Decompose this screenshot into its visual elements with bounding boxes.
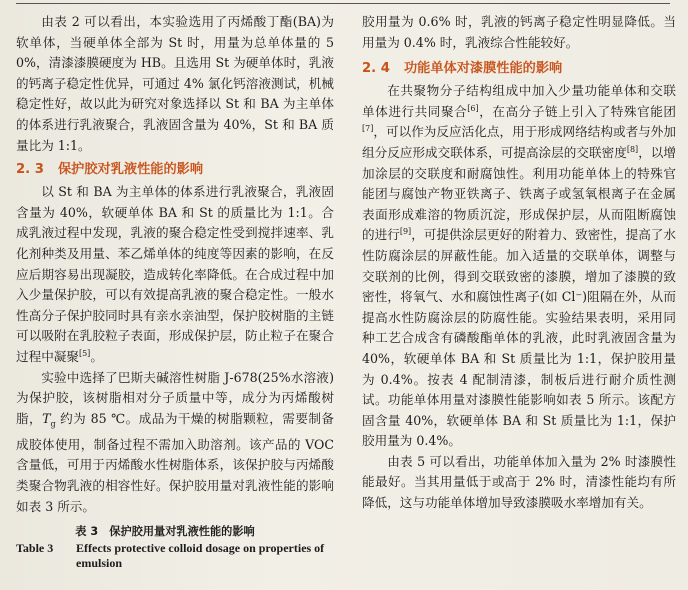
paragraph-2-4 bbox=[362, 81, 676, 452]
table3-caption-en bbox=[16, 541, 334, 571]
citation-ref: [7] bbox=[362, 124, 374, 134]
citation-ref: [5] bbox=[78, 348, 91, 358]
section-title: 保护胶对乳液性能的影响 bbox=[57, 162, 204, 178]
paragraph-text: ，可提供涂层更好的附着力、致密性，提高了水性防腐涂层的屏蔽性能。加入适量的交联单体，调整与交联剂的比例，得到交联致密的漆膜，增加了漆膜的致密性，将氧气、水和腐蚀性离子(如 Cl⁻)阻隔在外，从而提高水性防腐涂层的防腐性能。实验结果表明，采用同种工艺合成含有磷酸酯单体的乳液，此时乳液固含量为 40%，软硬单体 BA 和 St 质量比为 1:1，保护胶用量为 0.4%。按表 4 配制清漆，制板后进行耐介质性测试。功能单体用量对漆膜性能影响如表 5 所示。该配方固含量 40%，软硬单体 BA 和 St 质量比为 1:1，保护胶用量为 0.4%。 bbox=[362, 227, 677, 449]
table3-title-en: Effects protective colloid dosage on properties of emulsion bbox=[76, 541, 325, 571]
paragraph-intro: 由表 2 可以看出，本实验选用了丙烯酸丁酯(BA)为软单体，当硬单体全部为 St 时，用量为总单体量的 50%，清漆漆膜硬度为 HB。且选用 St 为硬单体时，乳液的钙离子稳定性优异，可通过 4% 氯化钙溶液测试，机械稳定性好，故以此为研究对象选择以 St 和 BA 为主单体的体系进行乳液聚合，乳液固含量为 40%，St 和 BA 质量比为 1:1。 bbox=[16, 14, 334, 153]
paragraph-2-3-b bbox=[16, 368, 334, 518]
citation-ref: [6] bbox=[467, 103, 479, 113]
paragraph-text: 约为 85 ℃。成品为干燥的树脂颗粒，需要制备成胶体使用，制备过程不需加入助溶剂。该产品的 VOC 含量低，可用于丙烯酸水性树脂体系，该保护胶与丙烯酸类聚合物乳液的相容性好。保护胶用量对乳液性能的影响如表 3 所示。 bbox=[16, 410, 335, 514]
citation-ref: [8] bbox=[626, 144, 639, 154]
section-number: 2. 3 bbox=[16, 162, 44, 178]
header-rule bbox=[16, 3, 670, 4]
paragraph-text: ，可以作为反应活化点，用于形成网络结构或者与外加组分反应形成交联体系，可提高涂层的交联密度 bbox=[362, 124, 676, 160]
paragraph-text-end: 。 bbox=[90, 348, 103, 364]
paragraph-text: ，在高分子链上引入了特殊官能团 bbox=[478, 103, 677, 119]
left-column bbox=[16, 12, 334, 571]
right-column bbox=[362, 12, 676, 514]
paragraph-2-4-conclusion: 由表 5 可以看出，功能单体加入量为 2% 时漆膜性能最好。当其用量低于或高于 2% 时，清漆性能均有所降低，这与功能单体增加导致漆膜吸水率增加有关。 bbox=[362, 453, 676, 511]
section-title: 功能单体对漆膜性能的影响 bbox=[403, 61, 563, 77]
tg-symbol: T bbox=[42, 410, 51, 426]
paragraph-text: 在共聚物分子结构组成中加入少量功能单体和交联单体进行共同聚合 bbox=[362, 83, 676, 119]
paragraph-text: 实验中选择了巴斯夫碱溶性树脂 J-678(25%水溶液)为保护胶，该树脂相对分子质量中等，成分为丙烯酸树脂， bbox=[16, 369, 334, 426]
tg-subscript: g bbox=[50, 419, 56, 429]
section-heading-2-3 bbox=[16, 158, 334, 182]
paragraph-continued: 胶用量为 0.6% 时，乳液的钙离子稳定性明显降低。当用量为 0.4% 时，乳液综合性能较好。 bbox=[362, 14, 676, 50]
section-heading-2-4 bbox=[362, 57, 676, 81]
paragraph-text: 以 St 和 BA 为主单体的体系进行乳液聚合，乳液固含量为 40%，软硬单体 BA 和 St 的质量比为 1:1。合成乳液过程中发现，乳液的聚合稳定性受到搅拌速率、乳化剂种类及用量、苯乙烯单体的纯度等因素的影响，在反应后期容易出现凝胶，造成转化率降低。在合成过程中加入少量保护胶，可以有效提高乳液的聚合稳定性。一般水性高分子保护胶同时具有亲水亲油型，保护胶树脂的主链可以吸附在乳胶粒子表面，形成保护层，防止粒子在聚合过程中凝聚 bbox=[16, 184, 334, 364]
section-number: 2. 4 bbox=[362, 61, 390, 77]
citation-ref: [9] bbox=[399, 227, 412, 237]
paragraph-text: ，以增加涂层的交联度和耐腐蚀性。利用功能单体上的特殊官能团与腐蚀产物亚铁离子、铁离子或氢氧根离子在金属表面形成难溶的物质沉淀，形成保护层，从而阻断腐蚀的进行 bbox=[362, 144, 677, 243]
paragraph-2-3-a bbox=[16, 182, 334, 367]
table3-caption-cn: 表 3 保护胶用量对乳液性能的影响 bbox=[75, 525, 255, 539]
table3-label-en: Table 3 bbox=[16, 541, 54, 556]
